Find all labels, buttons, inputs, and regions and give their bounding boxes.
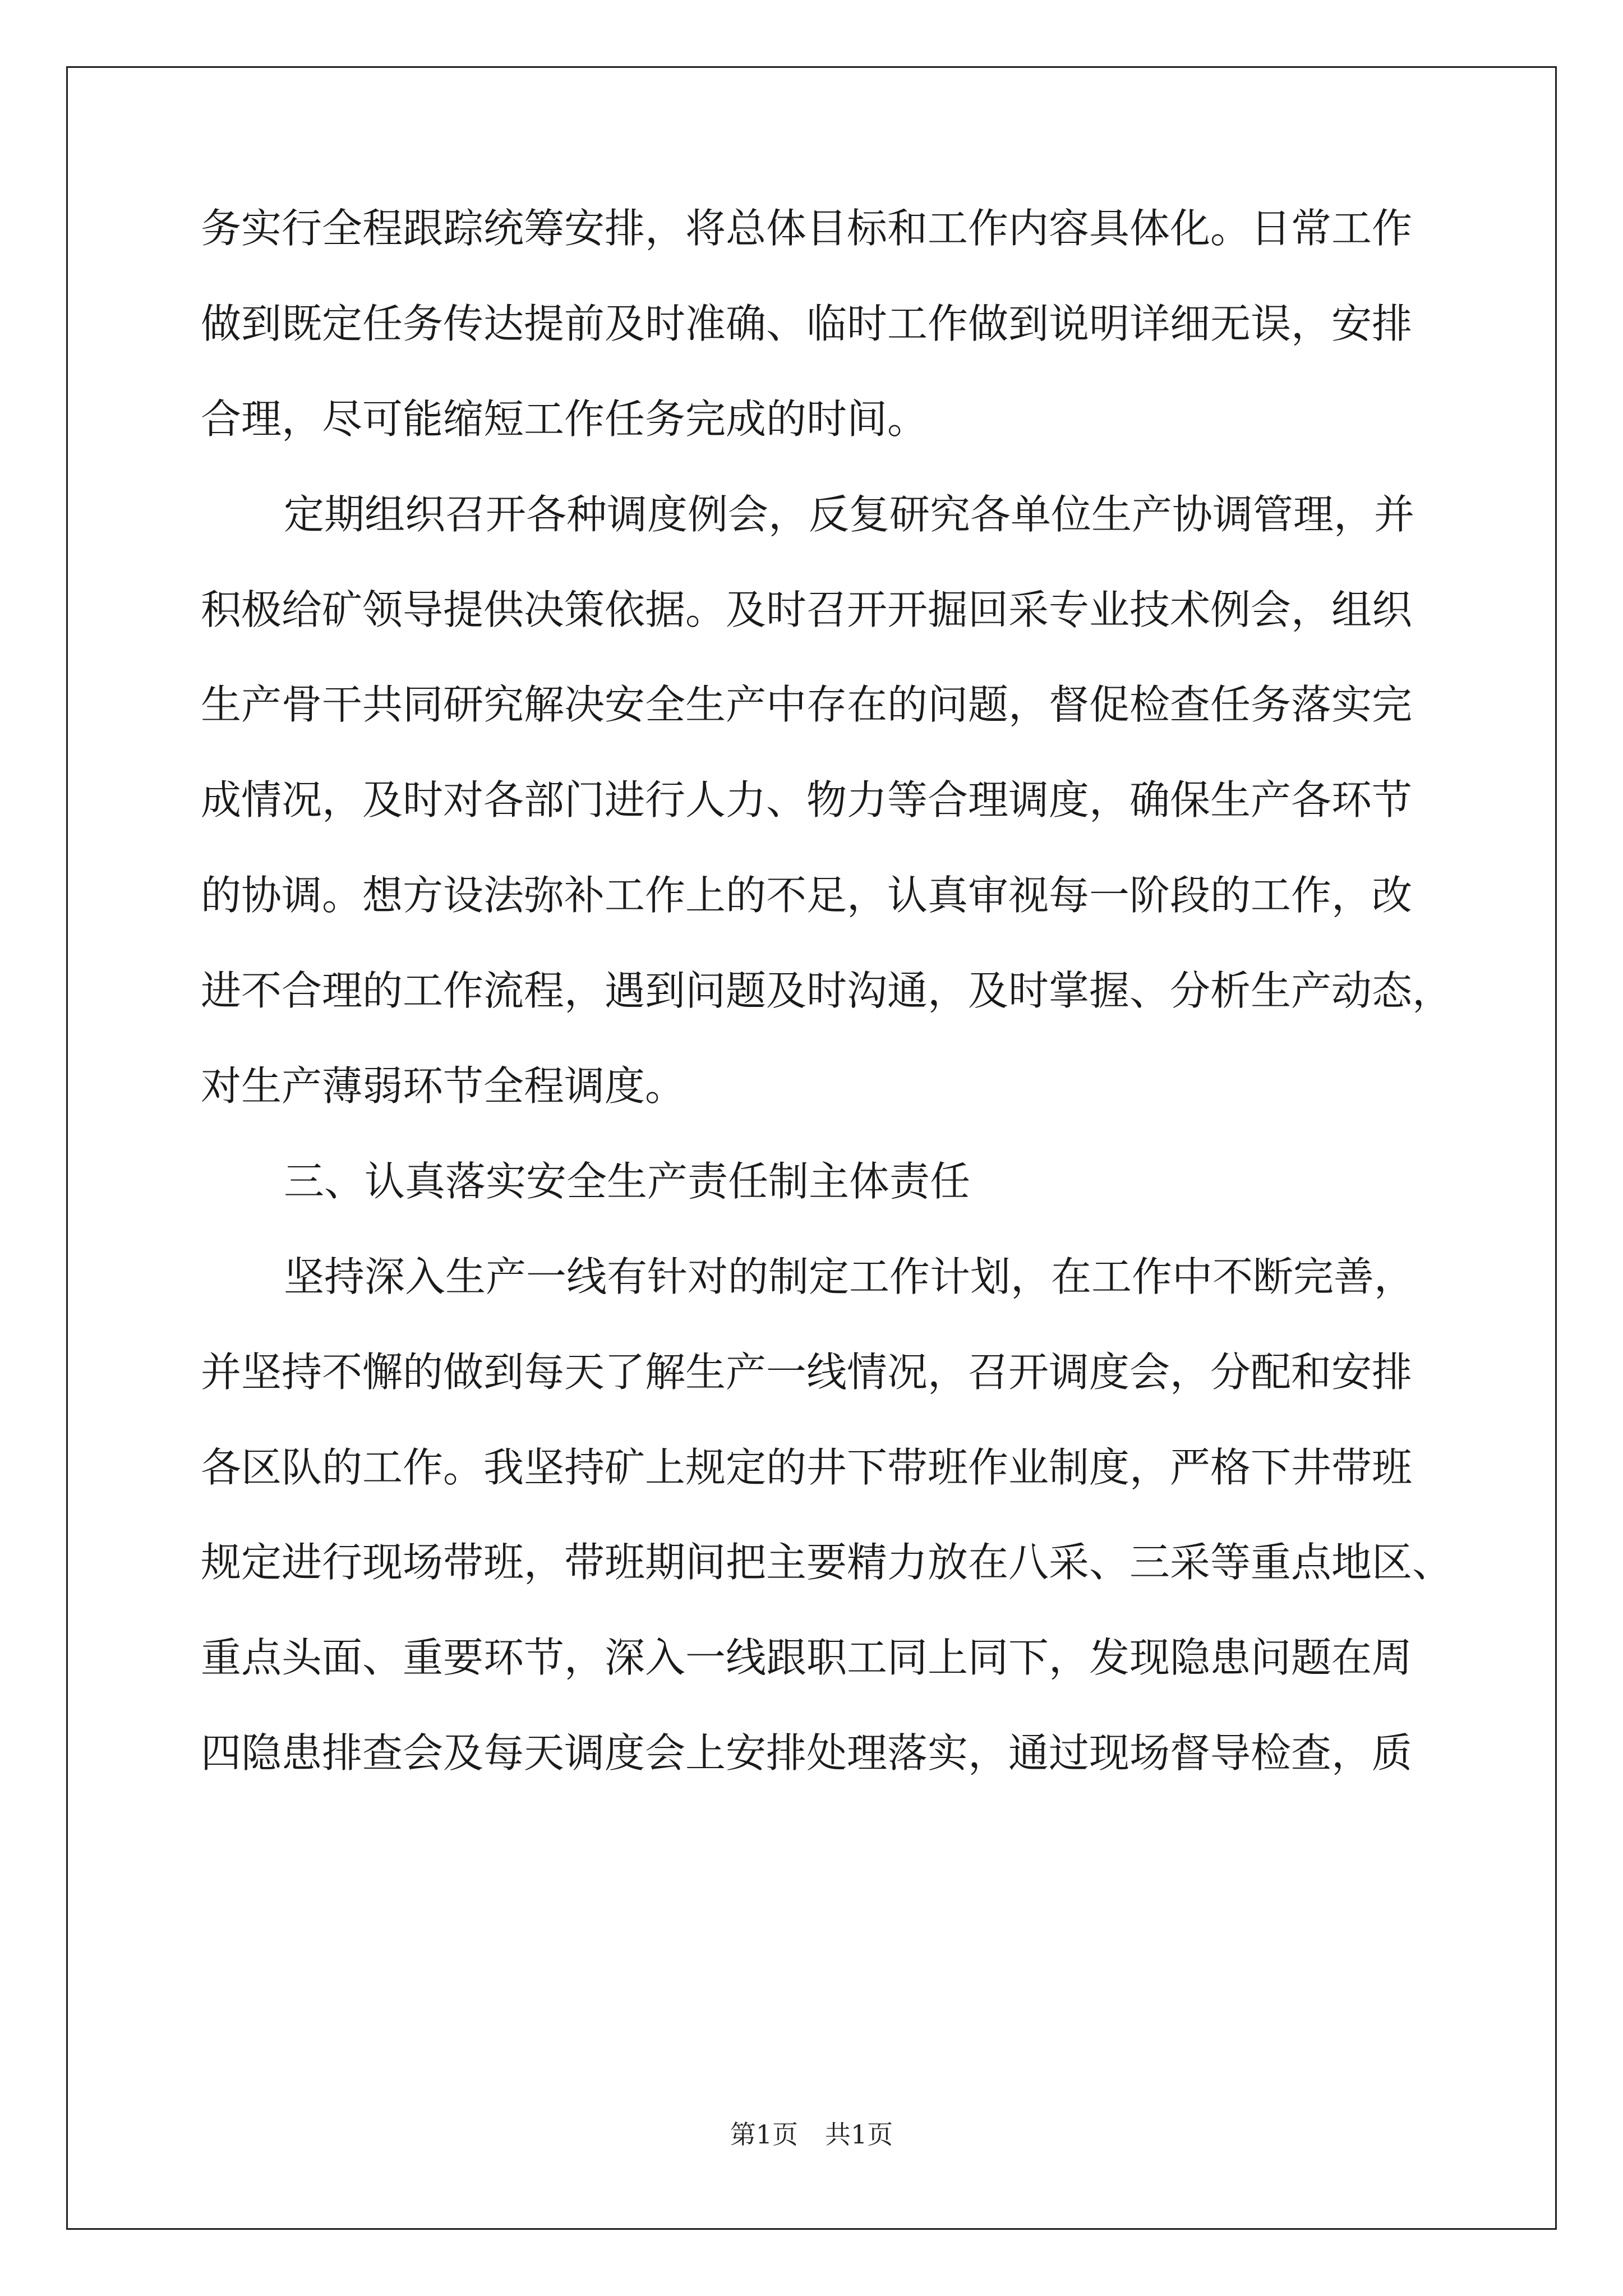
page-footer (0, 2120, 1623, 2148)
section-heading: 三、认真落实安全生产责任制主体责任 (284, 1157, 971, 1205)
text-line: 务实行全程跟踪统筹安排，将总体目标和工作内容具体化。日常工作 (201, 205, 1413, 252)
text-line: 并坚持不懈的做到每天了解生产一线情况，召开调度会，分配和安排 (201, 1348, 1413, 1396)
text-line: 对生产薄弱环节全程调度。 (201, 1062, 686, 1110)
paragraph-first-line: 定期组织召开各种调度例会，反复研究各单位生产协调管理，并 (284, 490, 1415, 538)
text-line: 各区队的工作。我坚持矿上规定的井下带班作业制度，严格下井带班 (201, 1443, 1413, 1491)
text-line: 合理，尽可能缩短工作任务完成的时间。 (201, 395, 928, 443)
document-body (201, 205, 1453, 1828)
text-line: 生产骨干共同研究解决安全生产中存在的问题，督促检查任务落实完 (201, 681, 1413, 729)
text-line: 积极给矿领导提供决策依据。及时召开开掘回采专业技术例会，组织 (201, 586, 1413, 633)
text-line: 重点头面、重要环节，深入一线跟职工同上同下，发现隐患问题在周 (201, 1634, 1413, 1682)
text-line: 成情况，及时对各部门进行人力、物力等合理调度，确保生产各环节 (201, 776, 1413, 824)
paragraph-first-line: 坚持深入生产一线有针对的制定工作计划，在工作中不断完善， (284, 1253, 1415, 1300)
page-number: 第1页 (730, 2119, 798, 2150)
page-total: 共1页 (825, 2119, 893, 2150)
text-line: 规定进行现场带班，带班期间把主要精力放在八采、三采等重点地区、 (201, 1539, 1453, 1586)
text-line: 四隐患排查会及每天调度会上安排处理落实，通过现场督导检查，质 (201, 1729, 1413, 1777)
text-line: 做到既定任务传达提前及时准确、临时工作做到说明详细无误，安排 (201, 300, 1413, 347)
text-line: 进不合理的工作流程，遇到问题及时沟通，及时掌握、分析生产动态， (201, 967, 1453, 1015)
text-line: 的协调。想方设法弥补工作上的不足，认真审视每一阶段的工作，改 (201, 872, 1413, 919)
